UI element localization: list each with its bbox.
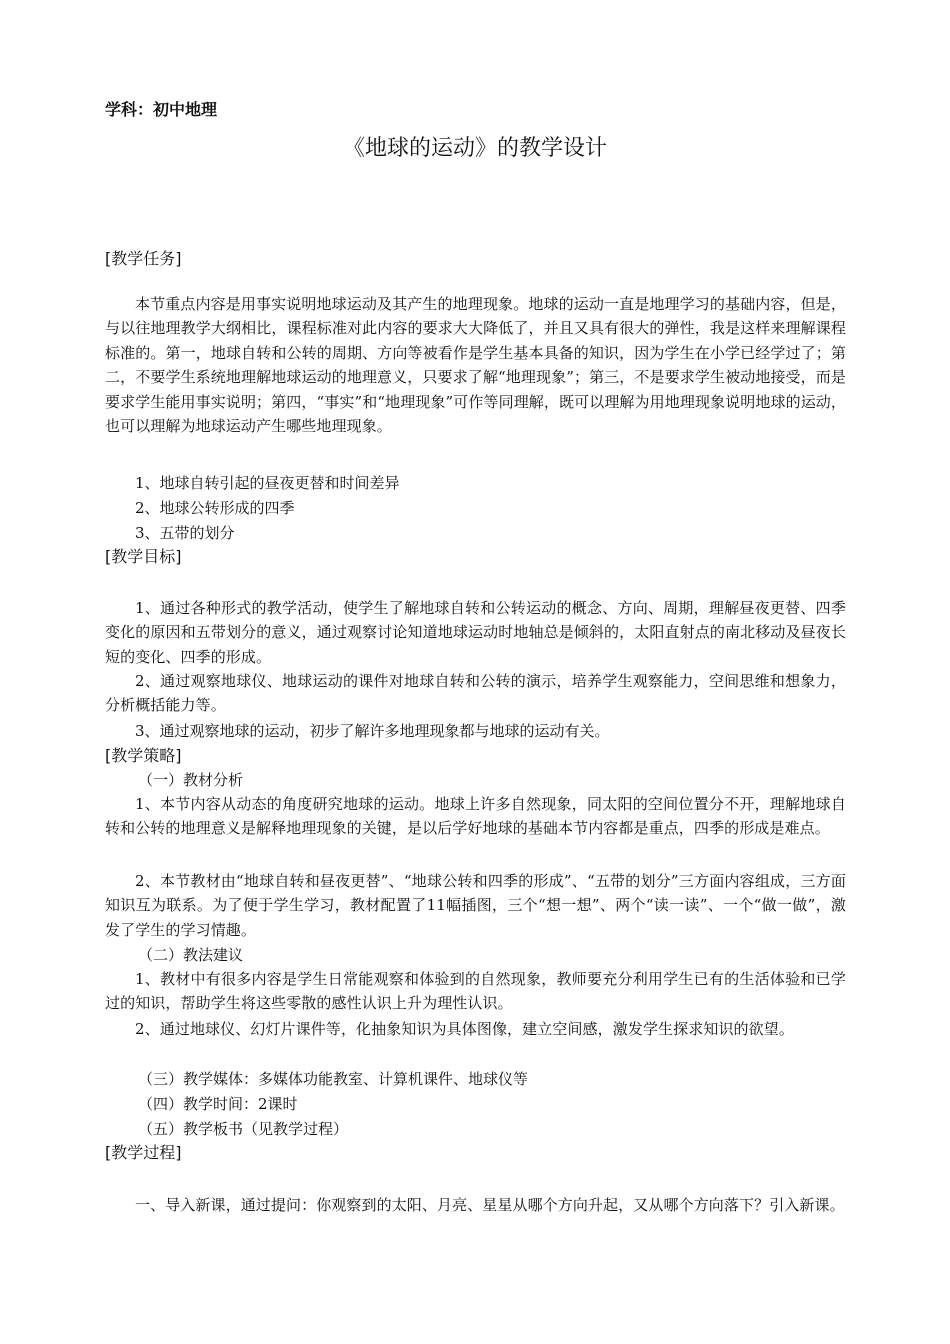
method-heading: （二）教法建议 bbox=[138, 946, 244, 964]
goal-item: 3、通过观察地球的运动，初步了解许多地理现象都与地球的运动有关。 bbox=[135, 722, 610, 740]
subject-label: 学科：初中地理 bbox=[105, 100, 218, 119]
section-heading-task: [教学任务] bbox=[105, 249, 182, 268]
task-item: 2、地球公转形成的四季 bbox=[135, 499, 295, 517]
document-title: 《地球的运动》的教学设计 bbox=[342, 136, 607, 161]
section-heading-process: [教学过程] bbox=[105, 1143, 182, 1162]
section-heading-strategy: [教学策略] bbox=[105, 746, 182, 765]
task-item: 1、地球自转引起的昼夜更替和时间差异 bbox=[135, 474, 400, 492]
method-item: 2、通过地球仪、幻灯片课件等，化抽象知识为具体图像，建立空间感，激发学生探求知识的欲望。 bbox=[135, 1020, 794, 1038]
goal-item: 1、通过各种形式的教学活动，使学生了解地球自转和公转运动的概念、方向、周期，理解昼夜更替、四季变化的原因和五带划分的意义，通过观察讨论知道地球运动时地轴总是倾斜的，太阳直射点的南北移动及昼夜长短的变化、四季的形成。 bbox=[105, 599, 846, 666]
task-item: 3、五带的划分 bbox=[135, 524, 235, 542]
analysis-heading: （一）教材分析 bbox=[138, 771, 244, 789]
analysis-item: 1、本节内容从动态的角度研究地球的运动。地球上许多自然现象，同太阳的空间位置分不开，理解地球自转和公转的地理意义是解释地理现象的关键，是以后学好地球的基础本节内容都是重点，四季的形成是难点。 bbox=[105, 795, 846, 838]
task-intro-paragraph: 本节重点内容是用事实说明地球运动及其产生的地理现象。地球的运动一直是地理学习的基础内容，但是，与以往地理教学大纲相比，课程标准对此内容的要求大大降低了，并且又具有很大的弹性，我是这样来理解课程标准的。第一，地球自转和公转的周期、方向等被看作是学生基本具备的知识，因为学生在小学已经学过了；第二，不要学生系统地理解地球运动的地理意义，只要求了解“地理现象”；第三，不是要求学生被动地接受，而是要求学生能用事实说明；第四，“事实”和“地理现象”可作等同理解，既可以理解为用地理现象说明地球的运动，也可以理解为地球运动产生哪些地理现象。 bbox=[105, 295, 846, 436]
analysis-item: 2、本节教材由“地球自转和昼夜更替”、“地球公转和四季的形成”、“五带的划分”三方面内容组成，三方面知识互为联系。为了便于学生学习，教材配置了11幅插图，三个“想一想”、两个“读一读”、一个“做一做”，激发了学生的学习情趣。 bbox=[105, 872, 846, 939]
process-item: 一、导入新课，通过提问：你观察到的太阳、月亮、星星从哪个方向升起，又从哪个方向落下？引入新课。 bbox=[135, 1196, 845, 1214]
goal-item: 2、通过观察地球仪、地球运动的课件对地球自转和公转的演示，培养学生观察能力，空间思维和想象力，分析概括能力等。 bbox=[105, 672, 846, 715]
teaching-media: （三）教学媒体：多媒体功能教室、计算机课件、地球仪等 bbox=[138, 1070, 529, 1088]
section-heading-goals: [教学目标] bbox=[105, 547, 182, 566]
method-item: 1、教材中有很多内容是学生日常能观察和体验到的自然现象，教师要充分利用学生已有的生活体验和已学过的知识，帮助学生将这些零散的感性认识上升为理性认识。 bbox=[105, 970, 846, 1013]
teaching-board: （五）教学板书（见教学过程） bbox=[138, 1120, 349, 1138]
teaching-time: （四）教学时间：2课时 bbox=[138, 1095, 298, 1113]
